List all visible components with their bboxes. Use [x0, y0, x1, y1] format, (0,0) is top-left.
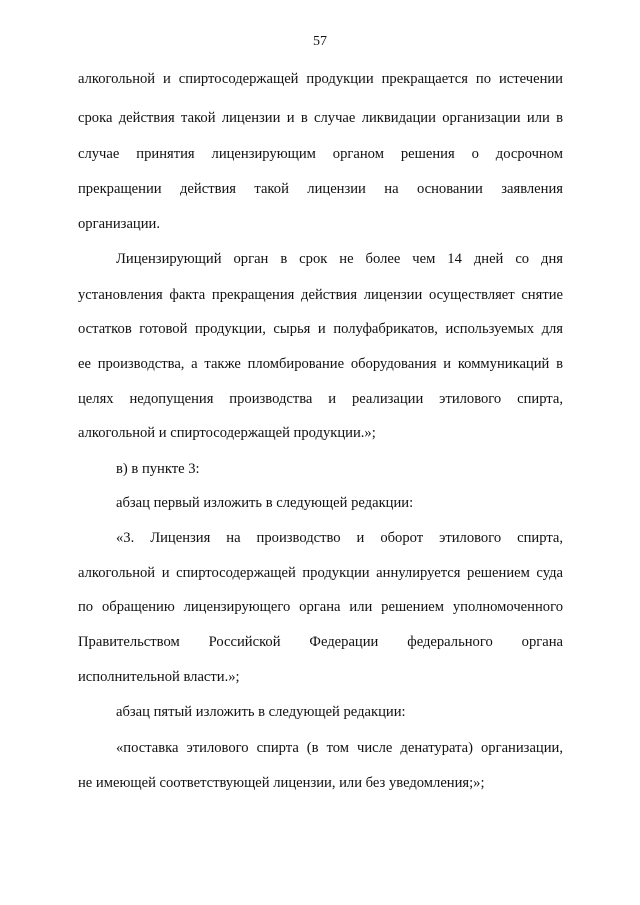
- text-line: ее производства, а также пломбирование оборудования и коммуникаций в: [78, 356, 563, 372]
- text-line: остатков готовой продукции, сырья и полуфабрикатов, используемых для: [78, 321, 563, 337]
- text-line: исполнительной власти.»;: [78, 669, 240, 685]
- text-line: срока действия такой лицензии и в случае ликвидации организации или в: [78, 110, 563, 126]
- text-line: организации.: [78, 216, 160, 232]
- text-line: «поставка этилового спирта (в том числе денатурата) организации,: [116, 740, 563, 756]
- text-line: «3. Лицензия на производство и оборот этилового спирта,: [116, 530, 563, 546]
- text-line: алкогольной и спиртосодержащей продукции.»;: [78, 425, 376, 441]
- text-line: Правительством Российской Федерации федерального органа: [78, 634, 563, 650]
- text-line: целях недопущения производства и реализации этилового спирта,: [78, 391, 563, 407]
- text-line: в) в пункте 3:: [116, 461, 200, 477]
- text-line: Лицензирующий орган в срок не более чем 14 дней со дня: [116, 251, 563, 267]
- text-line: не имеющей соответствующей лицензии, или без уведомления;»;: [78, 775, 485, 791]
- text-line: абзац первый изложить в следующей редакции:: [116, 495, 414, 511]
- text-line: установления факта прекращения действия лицензии осуществляет снятие: [78, 287, 563, 303]
- page-number: 57: [313, 34, 327, 49]
- text-line: абзац пятый изложить в следующей редакции:: [116, 704, 406, 720]
- text-line: по обращению лицензирующего органа или решением уполномоченного: [78, 599, 563, 615]
- text-line: алкогольной и спиртосодержащей продукции прекращается по истечении: [78, 71, 563, 87]
- text-line: прекращении действия такой лицензии на основании заявления: [78, 181, 563, 197]
- text-line: алкогольной и спиртосодержащей продукции аннулируется решением суда: [78, 565, 563, 581]
- text-line: случае принятия лицензирующим органом решения о досрочном: [78, 146, 563, 162]
